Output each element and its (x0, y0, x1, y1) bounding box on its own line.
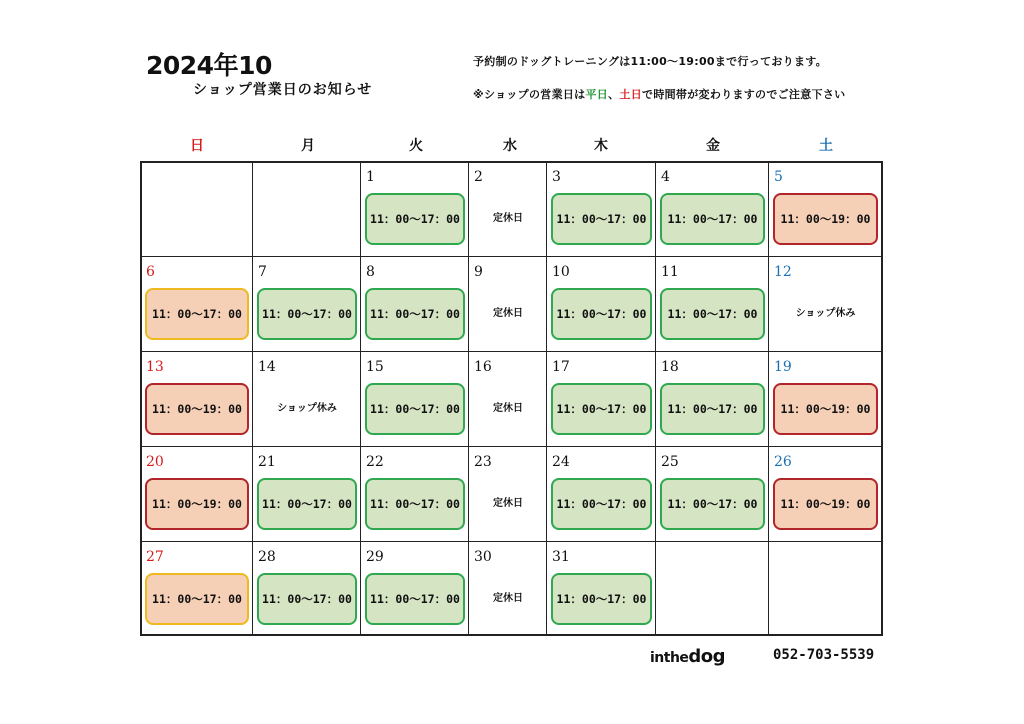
business-hours-badge: 11：00〜17：00 (551, 478, 652, 530)
page-subtitle: ショップ営業日のお知らせ (193, 82, 373, 98)
business-hours-badge: 11：00〜19：00 (773, 383, 878, 435)
business-hours-badge: 11：00〜17：00 (660, 193, 765, 245)
logo-the: the (663, 650, 689, 666)
business-hours-badge: 11：00〜17：00 (365, 288, 465, 340)
page-title: 2024年10 (146, 51, 272, 80)
grid-row-line (142, 541, 881, 542)
calendar-day-cell (142, 448, 252, 541)
weekday-label: 木 (594, 138, 608, 154)
grid-column-line (768, 163, 769, 634)
business-hours-badge: 11：00〜17：00 (257, 573, 357, 625)
business-hours-badge: 11：00〜19：00 (773, 478, 878, 530)
calendar-day-cell (770, 258, 881, 351)
business-hours-badge: 11：00〜17：00 (365, 573, 465, 625)
weekday-label: 金 (706, 138, 720, 154)
closed-label: ショップ休み (277, 403, 337, 414)
business-hours-badge: 11：00〜17：00 (551, 288, 652, 340)
grid-column-line (546, 163, 547, 634)
hours-note-weekday: 平日 (585, 88, 609, 101)
business-hours-badge: 11：00〜17：00 (660, 383, 765, 435)
day-number: 23 (474, 454, 492, 470)
grid-row-line (142, 446, 881, 447)
business-hours-badge: 11：00〜17：00 (365, 478, 465, 530)
day-number: 8 (366, 264, 375, 280)
day-number: 28 (258, 549, 276, 565)
business-hours-badge: 11：00〜17：00 (660, 288, 765, 340)
shop-logo (650, 646, 725, 667)
calendar-day-cell (770, 163, 881, 256)
day-number: 20 (146, 454, 164, 470)
closed-label: 定休日 (493, 213, 523, 224)
hours-note-suffix: で時間帯が変わりますのでご注意下さい (642, 88, 846, 101)
calendar-day-cell (657, 258, 768, 351)
calendar-day-cell (657, 543, 768, 634)
closed-label: 定休日 (493, 403, 523, 414)
calendar-day-cell (548, 163, 655, 256)
business-hours-badge: 11：00〜17：00 (365, 383, 465, 435)
calendar-day-cell (470, 448, 546, 541)
weekday-label: 日 (190, 138, 204, 154)
grid-column-line (468, 163, 469, 634)
calendar-day-cell (548, 543, 655, 634)
day-number: 24 (552, 454, 570, 470)
day-number: 22 (366, 454, 384, 470)
day-number: 17 (552, 359, 570, 375)
calendar-day-cell (362, 163, 468, 256)
closed-label: ショップ休み (795, 308, 856, 319)
calendar-day-cell (470, 543, 546, 634)
grid-column-line (360, 163, 361, 634)
business-hours-badge: 11：00〜17：00 (660, 478, 765, 530)
calendar-day-cell (470, 353, 546, 446)
calendar-day-cell (548, 353, 655, 446)
business-hours-badge: 11：00〜17：00 (551, 383, 652, 435)
calendar-day-cell (548, 258, 655, 351)
day-number: 5 (774, 169, 783, 185)
day-number: 19 (774, 359, 792, 375)
business-hours-badge: 11：00〜17：00 (551, 193, 652, 245)
weekday-label: 月 (301, 138, 315, 154)
business-hours-badge: 11：00〜17：00 (145, 288, 249, 340)
weekday-label: 土 (819, 138, 833, 154)
closed-label: 定休日 (493, 593, 523, 604)
hours-note-weekend: 土日 (619, 88, 643, 101)
calendar-day-cell (142, 543, 252, 634)
calendar-day-cell (254, 543, 360, 634)
business-hours-badge: 11：00〜17：00 (257, 478, 357, 530)
grid-row-line (142, 256, 881, 257)
calendar-day-cell (362, 353, 468, 446)
business-hours-badge: 11：00〜19：00 (145, 478, 249, 530)
weekday-label: 水 (503, 138, 517, 154)
day-number: 29 (366, 549, 384, 565)
calendar-day-cell (548, 448, 655, 541)
calendar-day-cell (770, 543, 881, 634)
day-number: 13 (146, 359, 164, 375)
weekday-label: 火 (409, 138, 423, 154)
phone-number: 052-703-5539 (773, 647, 875, 663)
day-number: 15 (366, 359, 384, 375)
day-number: 31 (552, 549, 570, 565)
day-number: 30 (474, 549, 492, 565)
grid-column-line (655, 163, 656, 634)
calendar-day-cell (142, 258, 252, 351)
grid-column-line (252, 163, 253, 634)
calendar-day-cell (770, 353, 881, 446)
day-number: 6 (146, 264, 155, 280)
day-number: 12 (774, 264, 792, 280)
hours-note-prefix: ※ショップの営業日は (473, 88, 586, 101)
day-number: 9 (474, 264, 483, 280)
day-number: 3 (552, 169, 561, 185)
hours-note (473, 86, 845, 102)
business-hours-badge: 11：00〜19：00 (773, 193, 878, 245)
day-number: 21 (258, 454, 276, 470)
calendar-day-cell (362, 448, 468, 541)
calendar-day-cell (657, 448, 768, 541)
calendar-day-cell (254, 353, 360, 446)
calendar-day-cell (470, 163, 546, 256)
calendar-day-cell (254, 258, 360, 351)
day-number: 10 (552, 264, 570, 280)
logo-in: in (650, 650, 664, 666)
calendar-day-cell (142, 353, 252, 446)
grid-row-line (142, 351, 881, 352)
logo-dog: dog (688, 646, 726, 667)
day-number: 4 (661, 169, 670, 185)
business-hours-badge: 11：00〜17：00 (365, 193, 465, 245)
day-number: 2 (474, 169, 483, 185)
business-hours-badge: 11：00〜17：00 (257, 288, 357, 340)
calendar-day-cell (362, 258, 468, 351)
closed-label: 定休日 (493, 498, 523, 509)
day-number: 1 (366, 169, 375, 185)
business-hours-badge: 11：00〜17：00 (145, 573, 249, 625)
calendar-day-cell (470, 258, 546, 351)
day-number: 26 (774, 454, 792, 470)
business-hours-badge: 11：00〜19：00 (145, 383, 249, 435)
calendar-day-cell (770, 448, 881, 541)
calendar-day-cell (254, 163, 360, 256)
calendar-day-cell (657, 163, 768, 256)
day-number: 7 (258, 264, 267, 280)
calendar-day-cell (254, 448, 360, 541)
calendar-day-cell (362, 543, 468, 634)
day-number: 11 (661, 264, 679, 280)
day-number: 25 (661, 454, 679, 470)
calendar-grid (140, 161, 883, 636)
day-number: 14 (258, 359, 276, 375)
business-hours-badge: 11：00〜17：00 (551, 573, 652, 625)
day-number: 27 (146, 549, 164, 565)
closed-label: 定休日 (493, 308, 523, 319)
calendar-day-cell (657, 353, 768, 446)
hours-note-sep: 、 (608, 88, 620, 101)
training-note: 予約制のドッグトレーニングは11:00〜19:00まで行っております。 (473, 55, 827, 68)
day-number: 16 (474, 359, 492, 375)
calendar-day-cell (142, 163, 252, 256)
day-number: 18 (661, 359, 679, 375)
